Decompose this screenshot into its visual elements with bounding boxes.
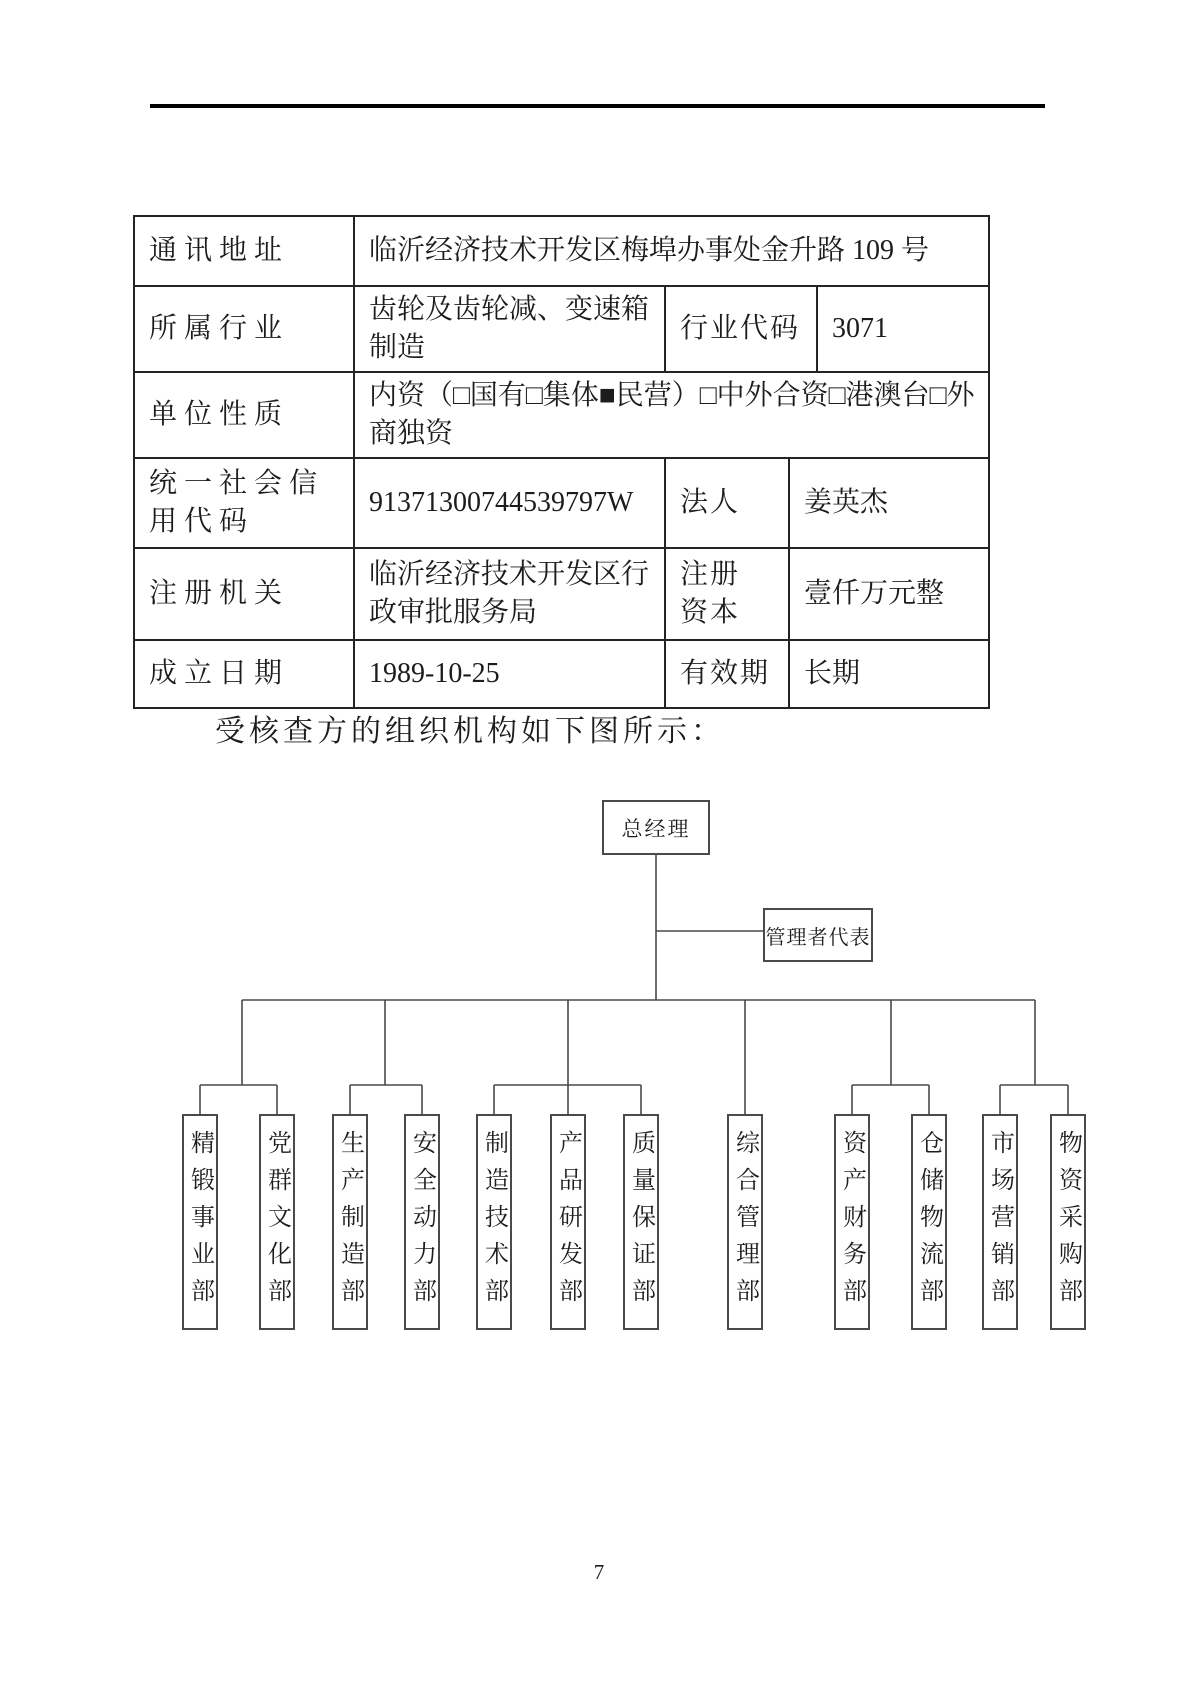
established-label: 成立日期 [134,640,354,708]
dept-box: 产品研发部 [550,1114,586,1330]
org-chart-caption: 受核查方的组织机构如下图所示： [215,715,725,748]
address-label: 通讯地址 [134,216,354,286]
address-value: 临沂经济技术开发区梅埠办事处金升路 109 号 [354,216,989,286]
industry-value: 齿轮及齿轮减、变速箱制造 [354,286,665,372]
uscc-label: 统一社会信用代码 [134,458,354,548]
dept-box: 安全动力部 [404,1114,440,1330]
validity-label: 有效期 [665,640,789,708]
company-info-table [133,215,990,709]
established-value: 1989-10-25 [354,640,665,708]
dept-box: 物资采购部 [1050,1114,1086,1330]
uscc-value: 91371300744539797W [354,458,665,548]
entity-type-value: 内资（□国有□集体■民营）□中外合资□港澳台□外商独资 [354,372,989,458]
validity-value: 长期 [789,640,989,708]
table-row-established [134,640,989,708]
org-box-management-representative: 管理者代表 [763,908,873,962]
dept-box: 制造技术部 [476,1114,512,1330]
legal-person-label: 法人 [665,458,789,548]
dept-box: 市场营销部 [982,1114,1018,1330]
table-row-address [134,216,989,286]
registered-capital-value: 壹仟万元整 [789,548,989,640]
dept-box: 仓储物流部 [911,1114,947,1330]
table-row-registration [134,548,989,640]
dept-box: 资产财务部 [834,1114,870,1330]
table-row-entity-type [134,372,989,458]
entity-type-label: 单位性质 [134,372,354,458]
registered-capital-label-text: 注册资本 [680,559,741,628]
page-number: 7 [593,1560,605,1584]
header-rule [150,104,1045,108]
industry-label: 所属行业 [134,286,354,372]
table-row-uscc [134,458,989,548]
dept-box: 生产制造部 [332,1114,368,1330]
registered-capital-label [665,548,789,640]
dept-box: 综合管理部 [727,1114,763,1330]
dept-box: 党群文化部 [259,1114,295,1330]
legal-person-value: 姜英杰 [789,458,989,548]
registration-label: 注册机关 [134,548,354,640]
dept-box: 质量保证部 [623,1114,659,1330]
industry-code-label: 行业代码 [665,286,817,372]
table-row-industry [134,286,989,372]
org-root-box-general-manager: 总经理 [602,800,710,855]
dept-box: 精锻事业部 [182,1114,218,1330]
registration-value: 临沂经济技术开发区行政审批服务局 [354,548,665,640]
industry-code-value: 3071 [817,286,989,372]
